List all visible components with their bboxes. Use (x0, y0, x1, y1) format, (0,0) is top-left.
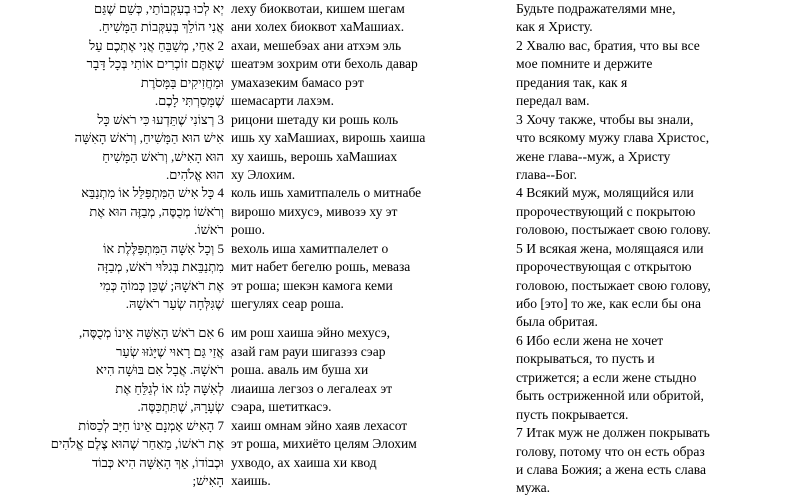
transliteration-line: ахаи, мешебэах ани атхэм эль (231, 37, 402, 53)
russian-line: что всякому мужу глава Христос, (516, 130, 710, 146)
russian-line: мужа. (516, 480, 551, 496)
transliteration-line: эт роша; шекэн камога кеми (231, 277, 393, 293)
transliteration-line: ухводо, ах хаиша хи квод (231, 454, 377, 470)
hebrew-line: וּכְבוֹדוֹ, אַךְ הָאִשָּׁה הִיא כְּבוֹד (91, 454, 224, 470)
transliteration-line: сэара, шетиткасэ. (231, 399, 332, 415)
russian-line: 5 И всякая жена, молящаяся или (516, 240, 704, 256)
hebrew-line: מִתְנַבֵּאת בְּגִלּוּי רֹאשׁ, מְבַזָּה (97, 259, 224, 275)
hebrew-line: 6 אִם רֹאשׁ הָאִשָּׁה אֵינוֹ מְכֻסֶּה, (79, 325, 224, 341)
hebrew-line: 4 כָּל אִישׁ הַמִּתְפַּלֵּל אוֹ מִתְנַבֵּא (81, 185, 224, 201)
transliteration-line: вехоль иша хамитпалелет о (231, 240, 389, 256)
hebrew-line: יְא לְכוּ בְעִקְבוֹתַי, כְּשֵׁם שֶׁגַּם (93, 1, 224, 16)
transliteration-line: лиаиша легзоз о легалеах эт (231, 380, 393, 396)
russian-line: 6 Ибо если жена не хочет (516, 332, 664, 348)
hebrew-line: שְׂעָרָהּ, שֶׁתִּתְכַּסֶּה. (137, 399, 224, 415)
russian-line: 7 Итак муж не должен покрывать (516, 425, 710, 441)
hebrew-line: וְרֹאשׁוֹ מְכֻסֶּה, מְבַזֶּה הוּא אֶת (89, 203, 224, 219)
russian-line: головою, постыжает свою голову. (516, 222, 711, 238)
transliteration-line: хаишь. (231, 472, 271, 488)
transliteration-column (231, 0, 481, 490)
transliteration-line: мит набет бегелю рошь, меваза (231, 259, 411, 275)
russian-line: пусть покрывается. (516, 406, 629, 422)
russian-line: Будьте подражателями мне, (516, 1, 676, 16)
transliteration-line: роша. аваль им буша хи (231, 362, 369, 378)
hebrew-line: 5 וְכָל אִשָּׁה הַמִּתְפַּלֶּלֶת אוֹ (103, 240, 224, 256)
russian-line: мое помните и держите (516, 56, 653, 72)
russian-line: 2 Хвалю вас, братия, что вы все (516, 37, 700, 53)
russian-line: глава--Бог. (516, 166, 578, 182)
russian-line: покрываться, то пусть и (516, 351, 655, 367)
transliteration-line: азай гам рауи шигазэз сэар (231, 343, 386, 359)
russian-line: пророчествующая с открытою (516, 259, 692, 275)
hebrew-line: אֶת רֹאשׁוֹ, מֵאַחַר שֶׁהוּא צֶלֶם אֱלֹהִים (50, 436, 224, 452)
transliteration-line: умахазеким бамасо рэт (231, 74, 364, 90)
hebrew-line: וּמַחֲזִיקִים בַּמָּסֹרֶת (140, 74, 224, 90)
transliteration-line: ху хаишь, верошь хаМашиах (231, 148, 398, 164)
hebrew-line: רֹאשָׁהּ. אֲבָל אִם בּוּשָׁה הִיא (95, 362, 224, 378)
hebrew-line: שֶׁאַתֶּם זוֹכְרִים אוֹתִי בְּכָל דָּבָר (86, 56, 224, 72)
transliteration-line: шеатэм зохрим оти бехоль давар (231, 56, 418, 72)
russian-line: 4 Всякий муж, молящийся или (516, 185, 694, 201)
transliteration-line: коль ишь хамитпалель о митнабе (231, 185, 422, 201)
russian-line: ибо [это] то же, как если бы она (516, 296, 702, 311)
transliteration-line: рошо. (231, 222, 266, 238)
russian-line: стрижется; а если жене стыдно (516, 369, 697, 385)
hebrew-line: אִישׁ הוּא הַמָּשִׁיחַ, וְרֹאשׁ הָאִשָּׁה (74, 130, 224, 146)
russian-line: 3 Хочу также, чтобы вы знали, (516, 111, 694, 127)
transliteration-line: ани холех биоквот хаМашиах. (231, 19, 405, 35)
hebrew-line: הוּא אֱלֹהִים. (166, 166, 224, 182)
hebrew-column (4, 0, 224, 490)
transliteration-line: им рош хаиша эйно мехусэ, (231, 325, 391, 341)
hebrew-line: לְאִשָּׁה לָגֹז אוֹ לְגַלֵּחַ אֶת (115, 380, 224, 396)
transliteration-line: шегулях сеар роша. (231, 296, 344, 311)
russian-line: голову, потому что он есть образ (516, 443, 705, 459)
russian-line: предания так, как я (516, 74, 628, 90)
hebrew-line: שֶׁמָּסַרְתִּי לָכֶם. (154, 93, 224, 109)
russian-line: как я Христу. (516, 19, 593, 35)
russian-line: быть остриженной или обритой, (516, 388, 704, 404)
transliteration-line: леху биоквотаи, кишем шегам (231, 1, 405, 16)
transliteration-line: хаиш омнам эйно хаяв лехасот (231, 417, 408, 433)
transliteration-line: вирошо михусэ, мивозэ ху эт (231, 203, 398, 219)
russian-line: и слава Божия; а жена есть слава (516, 461, 707, 477)
russian-line: головою, постыжает свою голову, (516, 277, 711, 293)
russian-line: пророчествующий с покрытою (516, 203, 696, 219)
hebrew-line: 2 אַחַי, מְשַׁבֵּחַ אֲנִי אֶתְכֶם עַל (89, 37, 224, 53)
hebrew-line: רֹאשׁוֹ. (194, 222, 224, 238)
hebrew-line: 3 רְצוֹנִי שֶׁתֵּדְעוּ כִּי רֹאשׁ כָּל (97, 111, 224, 127)
hebrew-line: אֲזַי גַּם רָאוּי שֶׁיָּגֹזּוּ שְׂעַר (116, 343, 224, 359)
hebrew-line: אֶת רֹאשָׁהּ; שֶׁכֵּן כְּמוֹהָ כְּמִי (99, 277, 224, 293)
transliteration-line: эт роша, михиёто целям Элохим (231, 436, 417, 452)
russian-line: жене глава--муж, а Христу (516, 148, 671, 164)
russian-column (516, 0, 800, 498)
russian-line: была обритая. (516, 314, 598, 330)
hebrew-line: הוּא הָאִישׁ, וְרֹאשׁ הַמָּשִׁיחַ (102, 148, 224, 164)
transliteration-line: шемасарти лахэм. (231, 93, 334, 109)
hebrew-line: הָאִישׁ; (192, 472, 224, 488)
transliteration-line: рицони шетаду ки рошь коль (231, 111, 399, 127)
hebrew-line: 7 הָאִישׁ אָמְנָם אֵינוֹ חַיָּב לְכַסּוֹת (78, 417, 224, 433)
russian-line: передал вам. (516, 93, 590, 109)
hebrew-line: שֶׁגִּלְּחָה שְׂעַר רֹאשָׁהּ. (125, 296, 224, 311)
transliteration-line: ишь ху хаМашиах, вирошь хаиша (231, 130, 426, 146)
hebrew-line: אֲנִי הוֹלֵךְ בְּעִקְּבוֹת הַמָּשִׁיחַ. (98, 19, 224, 35)
transliteration-line: ху Элохим. (231, 166, 296, 182)
